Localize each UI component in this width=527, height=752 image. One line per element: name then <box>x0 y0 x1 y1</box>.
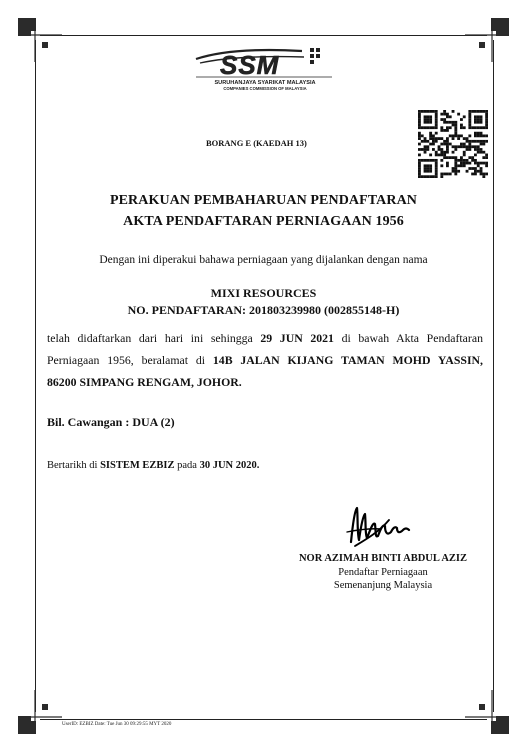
business-address: 14B JALAN KIJANG TAMAN MOHD YASSIN, <box>212 353 483 367</box>
issue-date: 30 JUN 2020. <box>199 460 260 471</box>
statement-line-2 <box>47 353 483 368</box>
logo-wordmark: SSM <box>220 50 280 80</box>
issue-middle: pada <box>174 460 200 471</box>
corner-ornament-bottom-right <box>465 690 509 734</box>
statement-text: Perniagaan 1956, beralamat di <box>47 353 213 367</box>
registration-number: NO. PENDAFTARAN: 201803239980 (002855148-H) <box>127 303 400 317</box>
agency-name-malay: SURUHANJAYA SYARIKAT MALAYSIA <box>214 80 316 86</box>
registrar-name: NOR AZIMAH BINTI ABDUL AZIZ <box>298 553 468 564</box>
registrar-signature <box>345 502 415 550</box>
corner-ornament-top-right <box>465 18 509 62</box>
statement-line-1 <box>47 331 483 346</box>
act-title: AKTA PENDAFTARAN PERNIAGAAN 1956 <box>123 214 404 229</box>
statement-text: telah didaftarkan dari hari ini sehingga <box>47 331 261 345</box>
certificate-title: PERAKUAN PEMBAHARUAN PENDAFTARAN <box>109 193 418 208</box>
issue-prefix: Bertarikh di <box>47 460 101 471</box>
business-address-line-2: 86200 SIMPANG RENGAM, JOHOR. <box>47 375 242 389</box>
qr-code <box>418 110 488 178</box>
agency-name-english: COMPANIES COMMISSION OF MALAYSIA <box>223 86 307 91</box>
corner-ornament-bottom-left <box>18 690 62 734</box>
corner-ornament-top-left <box>18 18 62 62</box>
business-name: MIXI RESOURCES <box>210 286 317 300</box>
statement-text: di bawah Akta Pendaftaran <box>333 331 483 345</box>
expiry-date: 29 JUN 2021 <box>260 331 334 345</box>
registrar-title: Pendaftar Perniagaan <box>338 567 428 578</box>
branch-count: Bil. Cawangan : DUA (2) <box>47 415 175 429</box>
issue-statement <box>47 460 259 471</box>
form-code: BORANG E (KAEDAH 13) <box>206 138 307 148</box>
ssm-logo <box>192 41 338 93</box>
footer-metadata: UserID: EZBIZ Date: Tue Jun 30 09:29:55 MYT 2020 <box>62 722 172 727</box>
registrar-region: Semenanjung Malaysia <box>333 580 433 591</box>
issuing-system: SISTEM EZBIZ <box>100 460 175 471</box>
intro-statement: Dengan ini diperakui bahawa perniagaan yang dijalankan dengan nama <box>99 254 428 266</box>
